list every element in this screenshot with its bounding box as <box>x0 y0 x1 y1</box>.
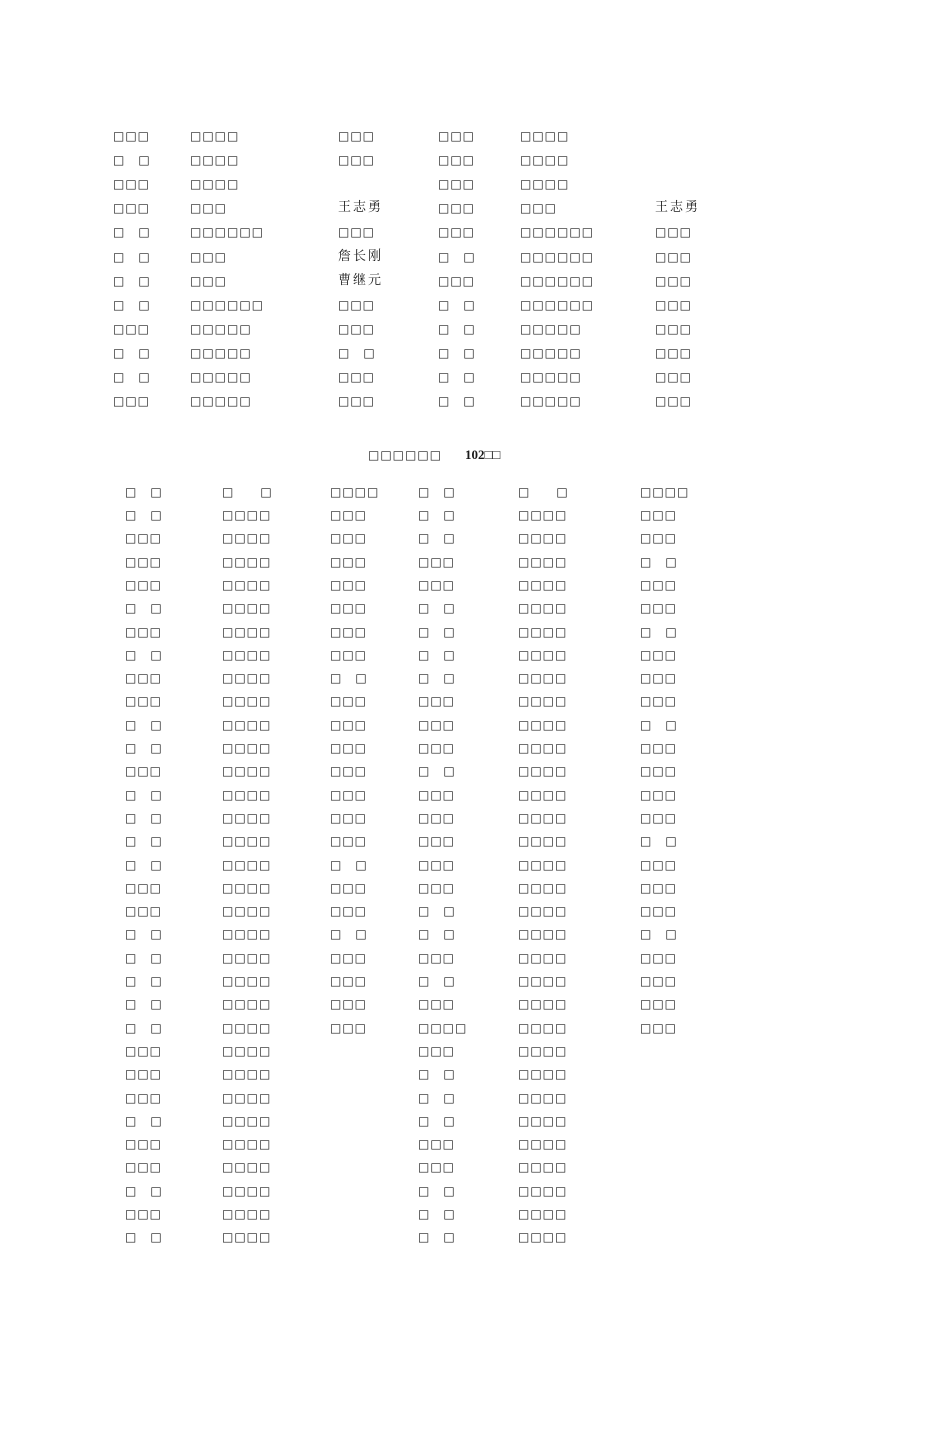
bottom-table-cell: □□□□ <box>518 1207 568 1221</box>
bottom-table-row <box>0 668 950 688</box>
bottom-table-cell: □ □ <box>125 1230 163 1245</box>
bottom-table-cell: □□□□ <box>222 1160 272 1175</box>
bottom-table-cell: □□□□ <box>518 1067 568 1082</box>
top-table-row <box>0 295 950 315</box>
top-table-cell: 曹继元 <box>338 272 384 288</box>
bottom-table-cell: □ □ <box>418 1230 456 1245</box>
section-title-text: □□□□□□ <box>368 448 443 462</box>
bottom-table-row <box>0 855 950 875</box>
bottom-table-cell: □□□ <box>418 787 456 802</box>
bottom-table-cell: □□□□ <box>222 1137 272 1152</box>
top-table-cell: □□□ <box>338 225 376 240</box>
top-table-cell: □□□□ <box>190 177 240 192</box>
bottom-table-cell: □□□ <box>418 810 456 825</box>
bottom-table-cell: □□□ <box>640 647 678 662</box>
bottom-table-cell: □□□□ <box>222 927 272 942</box>
bottom-table-cell: □□□ <box>125 1207 163 1221</box>
bottom-table-row <box>0 738 950 758</box>
bottom-table-cell: □ □ <box>418 647 456 662</box>
bottom-table-cell: □□□ <box>640 764 678 779</box>
top-table-cell: □ □ <box>113 153 151 168</box>
bottom-table-cell: □□□□ <box>222 810 272 825</box>
top-table-cell: □□□ <box>338 129 376 143</box>
bottom-table-cell: □□□□ <box>222 554 272 569</box>
bottom-table-row <box>0 1227 950 1247</box>
bottom-table-header <box>0 482 950 502</box>
bottom-table-cell: □ □ <box>330 927 368 942</box>
bottom-table-cell: □□□□ <box>518 997 568 1012</box>
bottom-table-cell: □ □ <box>125 717 163 732</box>
top-table-cell: □ □ <box>338 345 376 360</box>
bottom-table-cell: □□□ <box>640 577 678 592</box>
bottom-table-cell: □□□□ <box>518 857 568 872</box>
top-table-row <box>0 271 950 291</box>
bottom-table-cell: □□□ <box>125 554 163 569</box>
bottom-table-row <box>0 994 950 1014</box>
top-table-cell: □□□ <box>655 370 693 384</box>
bottom-table-cell: □□□□ <box>222 997 272 1012</box>
top-table-cell: □□□□ <box>190 153 240 168</box>
top-table-cell: □□□□□ <box>520 321 582 336</box>
bottom-table-cell: □□□ <box>125 624 163 639</box>
bottom-table-cell: □ □ <box>125 647 163 662</box>
bottom-table-cell: □□□□ <box>518 1230 568 1245</box>
top-table-cell: □□□ <box>113 129 151 143</box>
top-table-cell: □ □ <box>438 345 476 360</box>
bottom-table-cell: □□□ <box>330 601 368 616</box>
bottom-table-cell: □□□ <box>330 531 368 546</box>
bottom-table-cell: □□□□ <box>518 1113 568 1128</box>
bottom-table-cell: □ □ <box>418 1067 456 1082</box>
bottom-table-cell: □□□ <box>418 1137 456 1152</box>
bottom-table-cell: □□□□ <box>222 577 272 592</box>
top-table-row <box>0 126 950 146</box>
top-table-cell: 王志勇 <box>338 200 384 216</box>
top-table-cell: □□□□ <box>520 153 570 168</box>
top-table-cell: 詹长刚 <box>338 248 384 264</box>
top-table-cell: □□□ <box>655 225 693 240</box>
bottom-table-cell: □□□□ <box>222 624 272 639</box>
bottom-table-cell: □□□ <box>640 810 678 825</box>
bottom-table-row <box>0 1064 950 1084</box>
bottom-table-row <box>0 575 950 595</box>
bottom-table-header-cell: □ □ <box>125 485 163 499</box>
bottom-table-cell: □□□□ <box>518 1160 568 1175</box>
bottom-table-cell: □□□□ <box>222 834 272 849</box>
bottom-table-cell: □□□ <box>125 880 163 895</box>
top-table-cell: □□□□□ <box>190 345 252 360</box>
bottom-table-cell: □□□ <box>640 694 678 709</box>
top-table-cell: □□□□□ <box>520 394 582 409</box>
bottom-table-cell: □ □ <box>125 974 163 988</box>
bottom-table-cell: □□□ <box>330 647 368 662</box>
bottom-table-cell: □□□ <box>125 1137 163 1152</box>
bottom-table-cell: □□□ <box>330 508 368 522</box>
bottom-table-cell: □ □ <box>125 950 163 965</box>
bottom-table-cell: □□□ <box>418 880 456 895</box>
bottom-table-cell: □□□ <box>330 1020 368 1035</box>
bottom-table-cell: □□□ <box>330 694 368 709</box>
top-table-cell: □ □ <box>113 297 151 312</box>
bottom-table-cell: □□□ <box>330 974 368 988</box>
section-title <box>0 444 950 466</box>
bottom-table-cell: □□□□ <box>222 857 272 872</box>
bottom-table-cell: □□□ <box>125 904 163 919</box>
bottom-table-cell: □□□ <box>330 834 368 849</box>
top-table-cell: □ □ <box>113 249 151 264</box>
top-table-cell: □□□□□ <box>190 394 252 409</box>
bottom-table-cell: □□□□ <box>518 974 568 988</box>
bottom-table-cell: □ □ <box>640 624 678 639</box>
bottom-table-cell: □□□□ <box>222 531 272 546</box>
bottom-table-row <box>0 691 950 711</box>
bottom-table-row <box>0 948 950 968</box>
bottom-table-cell: □□□ <box>330 787 368 802</box>
bottom-table-cell: □ □ <box>640 554 678 569</box>
bottom-table-cell: □□□□ <box>518 1043 568 1058</box>
bottom-table-row <box>0 645 950 665</box>
bottom-table-cell: □□□□ <box>518 508 568 522</box>
bottom-table-cell: □ □ <box>418 1207 456 1221</box>
bottom-table-cell: □□□ <box>640 671 678 686</box>
top-table-cell: □ □ <box>438 297 476 312</box>
top-table-cell: □□□□□□ <box>520 249 595 264</box>
bottom-table-header-cell: □ □ <box>222 485 273 499</box>
bottom-table-cell: □□□□ <box>518 531 568 546</box>
bottom-table-row <box>0 1204 950 1224</box>
bottom-table-cell: □□□ <box>640 997 678 1012</box>
bottom-table-cell: □□□□ <box>222 601 272 616</box>
bottom-table-cell: □□□ <box>330 950 368 965</box>
bottom-table-row <box>0 808 950 828</box>
bottom-table-cell: □□□ <box>330 554 368 569</box>
bottom-table-cell: □□□ <box>640 601 678 616</box>
bottom-table-cell: □□□□ <box>518 601 568 616</box>
top-table-cell: □□□ <box>113 177 151 192</box>
top-table-cell: □□□□ <box>190 129 240 143</box>
bottom-table-row <box>0 1088 950 1108</box>
bottom-table-cell: □ □ <box>125 741 163 755</box>
bottom-table-row <box>0 924 950 944</box>
bottom-table-cell: □□□ <box>125 531 163 546</box>
top-table-cell: □□□ <box>338 153 376 168</box>
bottom-table-cell: □□□□ <box>518 904 568 919</box>
bottom-table-cell: □ □ <box>640 834 678 849</box>
top-table-row <box>0 174 950 194</box>
bottom-table-cell: □□□ <box>125 1160 163 1175</box>
bottom-table-cell: □ □ <box>125 787 163 802</box>
bottom-table-cell: □□□ <box>330 577 368 592</box>
bottom-table-row <box>0 505 950 525</box>
top-table-cell: □□□□□□ <box>520 225 595 240</box>
bottom-table-cell: □ □ <box>125 1183 163 1198</box>
bottom-table-cell: □ □ <box>640 717 678 732</box>
bottom-table-cell: □□□ <box>418 1043 456 1058</box>
bottom-table-cell: □ □ <box>330 671 368 686</box>
bottom-table-cell: □ □ <box>418 974 456 988</box>
bottom-table-cell: □□□ <box>125 671 163 686</box>
top-table-cell: □ □ <box>438 394 476 409</box>
bottom-table-row <box>0 1181 950 1201</box>
bottom-table-cell: □□□ <box>640 741 678 755</box>
top-table-row <box>0 343 950 363</box>
bottom-table-cell: □ □ <box>125 1020 163 1035</box>
bottom-table-cell: □□□ <box>640 880 678 895</box>
bottom-table-cell: □□□□ <box>518 671 568 686</box>
top-table-cell: □□□□□□ <box>190 297 265 312</box>
bottom-table-cell: □ □ <box>330 857 368 872</box>
bottom-table-cell: □□□□ <box>222 717 272 732</box>
top-table-cell: □□□ <box>338 297 376 312</box>
bottom-table-cell: □□□ <box>330 997 368 1012</box>
bottom-table-cell: □ □ <box>125 1113 163 1128</box>
top-table-cell: □ □ <box>113 225 151 240</box>
bottom-table-header-cell: □ □ <box>418 485 456 499</box>
bottom-table-row <box>0 901 950 921</box>
bottom-table-header-cell: □□□□ <box>640 485 690 499</box>
top-table-cell: □□□ <box>438 129 476 143</box>
bottom-table-cell: □□□□ <box>222 1043 272 1058</box>
bottom-table-cell: □□□ <box>640 1020 678 1035</box>
top-table-cell: □□□ <box>113 394 151 409</box>
top-table-row <box>0 319 950 339</box>
bottom-table-cell: □□□□ <box>518 880 568 895</box>
bottom-table-row <box>0 831 950 851</box>
bottom-table-cell: □□□ <box>125 1067 163 1082</box>
top-table-cell: □□□□□ <box>190 321 252 336</box>
bottom-table-cell: □□□ <box>418 857 456 872</box>
top-table-cell: □□□ <box>438 225 476 240</box>
bottom-table-cell: □□□□ <box>518 927 568 942</box>
bottom-table-row <box>0 715 950 735</box>
bottom-table-cell: □□□ <box>640 787 678 802</box>
bottom-table-cell: □□□ <box>418 950 456 965</box>
bottom-table-cell: □□□□ <box>518 647 568 662</box>
bottom-table-cell: □□□□ <box>518 694 568 709</box>
top-table-cell: □□□ <box>655 345 693 360</box>
top-table-cell: □□□ <box>190 201 228 216</box>
bottom-table-cell: □□□□ <box>222 1020 272 1035</box>
bottom-table-row <box>0 1134 950 1154</box>
bottom-table-cell: □□□□ <box>518 1137 568 1152</box>
bottom-table-cell: □□□□ <box>222 1067 272 1082</box>
bottom-table-cell: □□□□ <box>222 880 272 895</box>
bottom-table-cell: □□□□ <box>222 1183 272 1198</box>
bottom-table-cell: □□□ <box>330 880 368 895</box>
bottom-table-cell: □ □ <box>418 1113 456 1128</box>
bottom-table-row <box>0 1041 950 1061</box>
bottom-table-row <box>0 598 950 618</box>
bottom-table-cell: □□□□ <box>222 787 272 802</box>
top-table-cell: □ □ <box>438 370 476 384</box>
bottom-table-cell: □□□ <box>330 764 368 779</box>
bottom-table-cell: □□□ <box>330 810 368 825</box>
bottom-table-cell: □ □ <box>418 764 456 779</box>
bottom-table-cell: □□□ <box>330 717 368 732</box>
bottom-table-row <box>0 1018 950 1038</box>
top-table-cell: □□□ <box>190 273 228 288</box>
bottom-table-cell: □□□□ <box>222 694 272 709</box>
top-table-cell: □□□□□ <box>520 345 582 360</box>
top-table-cell: 王志勇 <box>655 200 701 216</box>
top-table-cell: □ □ <box>113 370 151 384</box>
bottom-table-cell: □□□ <box>418 577 456 592</box>
bottom-table-cell: □□□ <box>640 904 678 919</box>
bottom-table-cell: □□□□ <box>518 1020 568 1035</box>
bottom-table-cell: □□□ <box>640 974 678 988</box>
bottom-table-row <box>0 552 950 572</box>
bottom-table-cell: □□□□ <box>518 1090 568 1105</box>
bottom-table-cell: □□□□ <box>222 508 272 522</box>
bottom-table-row <box>0 761 950 781</box>
top-table-cell: □□□ <box>338 394 376 409</box>
bottom-table-cell: □ □ <box>418 671 456 686</box>
top-table-cell: □ □ <box>438 249 476 264</box>
top-table-cell: □□□ <box>338 321 376 336</box>
top-table-cell: □□□ <box>520 201 558 216</box>
top-table-cell: □□□□□□ <box>190 225 265 240</box>
bottom-table-cell: □□□□ <box>518 810 568 825</box>
top-table-cell: □□□□□□ <box>520 273 595 288</box>
top-table-cell: □□□ <box>655 249 693 264</box>
top-table-row <box>0 198 950 218</box>
bottom-table-cell: □□□ <box>330 904 368 919</box>
top-table-cell: □□□ <box>113 201 151 216</box>
bottom-table-cell: □ □ <box>418 601 456 616</box>
bottom-table-cell: □□□ <box>330 624 368 639</box>
bottom-table-cell: □□□□ <box>222 1207 272 1221</box>
bottom-table-cell: □ □ <box>418 904 456 919</box>
top-table-cell: □□□ <box>655 297 693 312</box>
bottom-table-cell: □□□□ <box>222 764 272 779</box>
top-table-cell: □□□ <box>338 370 376 384</box>
top-table-cell: □ □ <box>113 345 151 360</box>
bottom-table-row <box>0 1157 950 1177</box>
top-table-cell: □□□ <box>655 321 693 336</box>
bottom-table-cell: □ □ <box>418 508 456 522</box>
bottom-table-row <box>0 622 950 642</box>
bottom-table-cell: □ □ <box>125 997 163 1012</box>
bottom-table-row <box>0 971 950 991</box>
bottom-table-cell: □ □ <box>418 624 456 639</box>
top-table-cell: □□□ <box>655 394 693 409</box>
top-table-row <box>0 391 950 411</box>
bottom-table-cell: □□□□ <box>518 577 568 592</box>
top-table-cell: □□□ <box>190 249 228 264</box>
bottom-table-header-cell: □□□□ <box>330 485 380 499</box>
bottom-table-cell: □□□□ <box>518 717 568 732</box>
bottom-table-cell: □□□ <box>125 1090 163 1105</box>
top-table-cell: □□□□ <box>520 129 570 143</box>
top-table-cell: □ □ <box>113 273 151 288</box>
bottom-table-cell: □□□□ <box>222 1090 272 1105</box>
bottom-table-cell: □ □ <box>125 810 163 825</box>
bottom-table-cell: □□□ <box>418 834 456 849</box>
bottom-table-cell: □□□ <box>418 997 456 1012</box>
bottom-table-cell: □ □ <box>418 927 456 942</box>
bottom-table-cell: □□□□ <box>518 764 568 779</box>
bottom-table-cell: □□□□ <box>518 834 568 849</box>
bottom-table-cell: □ □ <box>125 927 163 942</box>
bottom-table-header-cell: □ □ <box>518 485 569 499</box>
bottom-table-cell: □ □ <box>125 857 163 872</box>
bottom-table-cell: □□□ <box>640 857 678 872</box>
top-table-cell: □ □ <box>438 321 476 336</box>
bottom-table-cell: □□□□ <box>222 671 272 686</box>
bottom-table-row <box>0 785 950 805</box>
bottom-table-cell: □ □ <box>125 601 163 616</box>
bottom-table-cell: □□□□ <box>222 741 272 755</box>
bottom-table-cell: □□□ <box>418 741 456 755</box>
top-table-cell: □□□□□ <box>190 370 252 384</box>
bottom-table-cell: □ □ <box>640 927 678 942</box>
bottom-table-cell: □□□ <box>418 717 456 732</box>
bottom-table-cell: □□□□ <box>518 624 568 639</box>
bottom-table-cell: □□□ <box>125 1043 163 1058</box>
bottom-table-cell: □ □ <box>418 1090 456 1105</box>
top-table-row <box>0 150 950 170</box>
section-title-count: 102□□ <box>465 447 501 462</box>
bottom-table-cell: □□□□ <box>222 1230 272 1245</box>
bottom-table-cell: □□□ <box>125 577 163 592</box>
top-table-cell: □□□ <box>438 201 476 216</box>
bottom-table-cell: □□□□ <box>518 1183 568 1198</box>
top-table-cell: □□□ <box>113 321 151 336</box>
bottom-table-cell: □□□□ <box>222 647 272 662</box>
bottom-table-cell: □□□ <box>125 764 163 779</box>
bottom-table-cell: □□□□ <box>222 1113 272 1128</box>
bottom-table-cell: □□□ <box>640 950 678 965</box>
top-table-cell: □□□ <box>438 177 476 192</box>
bottom-table-cell: □□□ <box>640 508 678 522</box>
bottom-table-cell: □□□ <box>418 1160 456 1175</box>
bottom-table-row <box>0 1111 950 1131</box>
top-table-cell: □□□ <box>655 273 693 288</box>
top-table-row <box>0 367 950 387</box>
top-table-cell: □□□ <box>438 153 476 168</box>
bottom-table-cell: □□□ <box>418 694 456 709</box>
bottom-table-cell: □□□ <box>640 531 678 546</box>
top-table-cell: □□□□□ <box>520 370 582 384</box>
bottom-table-row <box>0 878 950 898</box>
bottom-table-cell: □□□□ <box>418 1020 468 1035</box>
bottom-table-row <box>0 528 950 548</box>
bottom-table-cell: □□□ <box>125 694 163 709</box>
top-table-row <box>0 222 950 242</box>
top-table-cell: □□□□ <box>520 177 570 192</box>
bottom-table-cell: □□□□ <box>222 904 272 919</box>
top-table-cell: □□□□□□ <box>520 297 595 312</box>
bottom-table-cell: □ □ <box>125 508 163 522</box>
bottom-table-cell: □ □ <box>418 531 456 546</box>
bottom-table-cell: □□□□ <box>518 554 568 569</box>
bottom-table-cell: □□□□ <box>222 950 272 965</box>
bottom-table-cell: □□□□ <box>222 974 272 988</box>
bottom-table-cell: □□□ <box>330 741 368 755</box>
top-table-row <box>0 247 950 267</box>
bottom-table-cell: □ □ <box>418 1183 456 1198</box>
bottom-table-cell: □□□□ <box>518 787 568 802</box>
top-table-cell: □□□ <box>438 273 476 288</box>
bottom-table-cell: □□□□ <box>518 950 568 965</box>
bottom-table-cell: □□□□ <box>518 741 568 755</box>
bottom-table-cell: □ □ <box>125 834 163 849</box>
bottom-table-cell: □□□ <box>418 554 456 569</box>
